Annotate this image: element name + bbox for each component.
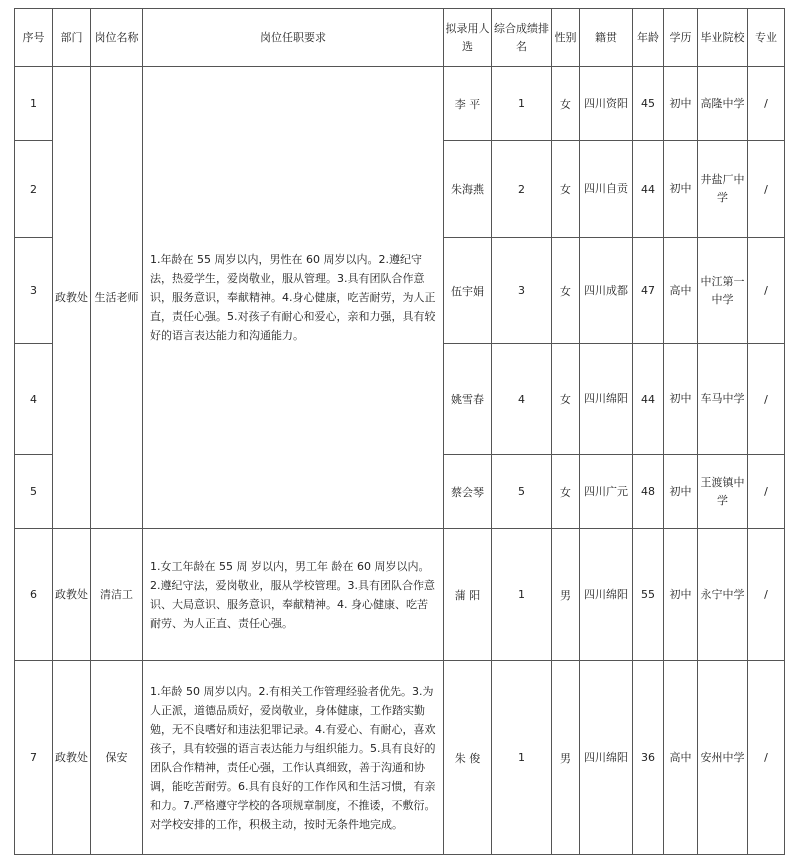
header-age: 年龄: [633, 9, 664, 67]
education: 初中: [664, 344, 698, 455]
rank: 4: [492, 344, 552, 455]
row-no: 6: [15, 529, 53, 661]
row-no: 3: [15, 238, 53, 344]
rank: 5: [492, 455, 552, 529]
recruitment-table: [14, 8, 785, 855]
education: 初中: [664, 455, 698, 529]
major: /: [748, 529, 785, 661]
header-no: 序号: [15, 9, 53, 67]
header-gender: 性别: [552, 9, 580, 67]
age: 55: [633, 529, 664, 661]
gender: 女: [552, 455, 580, 529]
gender: 男: [552, 661, 580, 855]
table-row: [15, 67, 785, 141]
post-cell: 生活老师: [91, 67, 143, 529]
school: 高隆中学: [698, 67, 748, 141]
age: 44: [633, 141, 664, 238]
origin: 四川绵阳: [580, 661, 633, 855]
major: /: [748, 238, 785, 344]
requirements-cell: 1.年龄在 55 周岁以内，男性在 60 周岁以内。2.遵纪守法，热爱学生，爱岗敬业，服从管理。3.具有团队合作意识，服务意识，奉献精神。4.身心健康，吃苦耐劳，为人正直，责任心强。5.对孩子有耐心和爱心，亲和力强，具有较好的语言表达能力和沟通能力。: [143, 67, 444, 529]
rank: 3: [492, 238, 552, 344]
education: 初中: [664, 141, 698, 238]
row-no: 5: [15, 455, 53, 529]
education: 初中: [664, 529, 698, 661]
rank: 1: [492, 661, 552, 855]
header-post: 岗位名称: [91, 9, 143, 67]
candidate-name: 姚雪春: [444, 344, 492, 455]
header-dept: 部门: [53, 9, 91, 67]
origin: 四川绵阳: [580, 344, 633, 455]
origin: 四川成都: [580, 238, 633, 344]
age: 47: [633, 238, 664, 344]
row-no: 7: [15, 661, 53, 855]
candidate-name: 朱 俊: [444, 661, 492, 855]
education: 高中: [664, 238, 698, 344]
requirements-cell: 1.年龄 50 周岁以内。2.有相关工作管理经验者优先。3.为人正派，道德品质好，爱岗敬业，身体健康，工作踏实勤勉，无不良嗜好和违法犯罪记录。4.有爱心、有耐心，喜欢孩子，具有较强的语言表达能力与组织能力。5.具有良好的团队合作精神，责任心强，工作认真细致，善于沟通和协调，能吃苦耐劳。6.具有良好的工作作风和生活习惯，有亲和力。7.严格遵守学校的各项规章制度，不推诿，不敷衍。对学校安排的工作，积极主动，按时无条件地完成。: [143, 661, 444, 855]
age: 45: [633, 67, 664, 141]
school: 安州中学: [698, 661, 748, 855]
dept-cell: 政教处: [53, 661, 91, 855]
table-row: [15, 529, 785, 661]
school: 井盐厂中学: [698, 141, 748, 238]
major: /: [748, 661, 785, 855]
candidate-name: 伍宇娟: [444, 238, 492, 344]
origin: 四川自贡: [580, 141, 633, 238]
origin: 四川资阳: [580, 67, 633, 141]
age: 44: [633, 344, 664, 455]
post-cell: 保安: [91, 661, 143, 855]
origin: 四川绵阳: [580, 529, 633, 661]
row-no: 2: [15, 141, 53, 238]
candidate-name: 蒲 阳: [444, 529, 492, 661]
gender: 女: [552, 238, 580, 344]
table-row: [15, 661, 785, 855]
dept-cell: 政教处: [53, 529, 91, 661]
header-requirements: 岗位任职要求: [143, 9, 444, 67]
gender: 男: [552, 529, 580, 661]
gender: 女: [552, 141, 580, 238]
rank: 1: [492, 529, 552, 661]
major: /: [748, 141, 785, 238]
major: /: [748, 344, 785, 455]
major: /: [748, 455, 785, 529]
gender: 女: [552, 67, 580, 141]
row-no: 4: [15, 344, 53, 455]
header-school: 毕业院校: [698, 9, 748, 67]
post-cell: 清洁工: [91, 529, 143, 661]
header-rank: 综合成绩排名: [492, 9, 552, 67]
requirements-cell: 1.女工年龄在 55 周 岁以内，男工年 龄在 60 周岁以内。2.遵纪守法，爱岗敬业，服从学校管理。3.具有团队合作意识、大局意识、服务意识，奉献精神。4. 身心健康、吃苦耐劳、为人正直、责任心强。: [143, 529, 444, 661]
major: /: [748, 67, 785, 141]
header-candidate: 拟录用人选: [444, 9, 492, 67]
education: 高中: [664, 661, 698, 855]
age: 36: [633, 661, 664, 855]
school: 永宁中学: [698, 529, 748, 661]
dept-cell: 政教处: [53, 67, 91, 529]
header-major: 专业: [748, 9, 785, 67]
education: 初中: [664, 67, 698, 141]
header-row: [15, 9, 785, 67]
candidate-name: 蔡会琴: [444, 455, 492, 529]
origin: 四川广元: [580, 455, 633, 529]
school: 中江第一中学: [698, 238, 748, 344]
header-origin: 籍贯: [580, 9, 633, 67]
rank: 1: [492, 67, 552, 141]
row-no: 1: [15, 67, 53, 141]
age: 48: [633, 455, 664, 529]
school: 王渡镇中学: [698, 455, 748, 529]
header-education: 学历: [664, 9, 698, 67]
candidate-name: 朱海燕: [444, 141, 492, 238]
rank: 2: [492, 141, 552, 238]
school: 车马中学: [698, 344, 748, 455]
candidate-name: 李 平: [444, 67, 492, 141]
gender: 女: [552, 344, 580, 455]
